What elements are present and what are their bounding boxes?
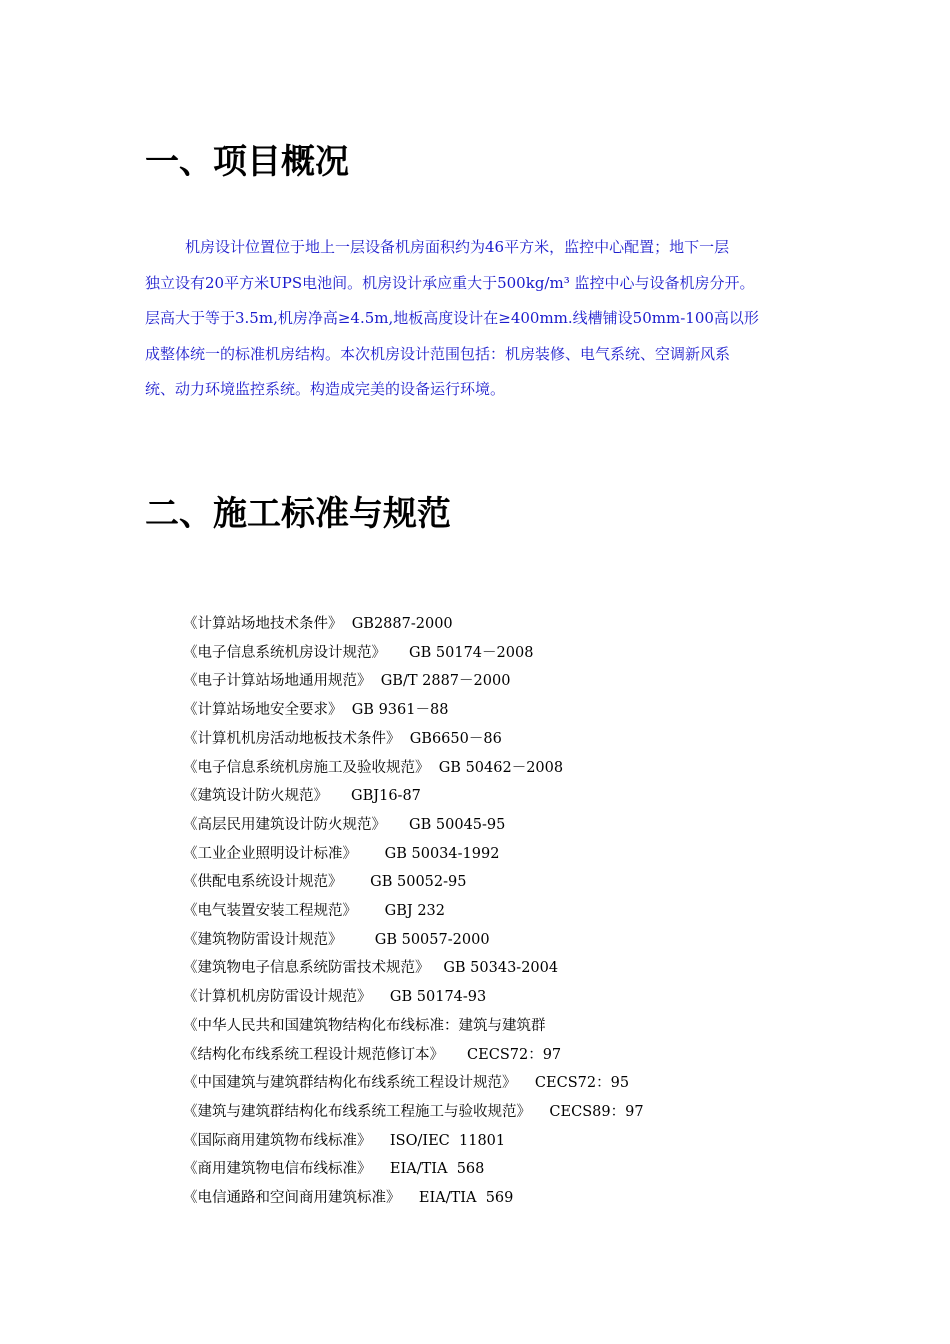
standard-item: 《工业企业照明设计标准》 GB 50034-1992 — [183, 845, 500, 862]
paragraph-line: 机房设计位置位于地上一层设备机房面积约为46平方米，监控中心配置；地下一层 — [185, 238, 730, 256]
standard-item: 《中国建筑与建筑群结构化布线系统工程设计规范》 CECS72：95 — [183, 1075, 630, 1092]
standard-item: 《电子信息系统机房设计规范》 GB 50174－2008 — [183, 644, 534, 661]
project-overview-paragraph — [145, 230, 810, 408]
standard-item: 《电信通路和空间商用建筑标准》 EIA/TIA 569 — [183, 1190, 514, 1207]
standard-item: 《建筑设计防火规范》 GBJ16-87 — [183, 788, 421, 805]
standard-item: 《结构化布线系统工程设计规范修订本》 CECS72：97 — [183, 1046, 562, 1063]
standard-item: 《电子计算站场地通用规范》 GB/T 2887－2000 — [183, 673, 511, 690]
standard-item: 《建筑物电子信息系统防雷技术规范》 GB 50343-2004 — [183, 960, 559, 977]
standard-item: 《供配电系统设计规范》 GB 50052-95 — [183, 874, 467, 891]
standard-item: 《高层民用建筑设计防火规范》 GB 50045-95 — [183, 816, 506, 833]
standard-item: 《建筑与建筑群结构化布线系统工程施工与验收规范》 CECS89：97 — [183, 1103, 644, 1120]
standard-item: 《建筑物防雷设计规范》 GB 50057-2000 — [183, 931, 490, 948]
standard-item: 《计算机机房防雷设计规范》 GB 50174-93 — [183, 989, 487, 1006]
standard-item: 《计算站场地安全要求》 GB 9361－88 — [183, 702, 449, 719]
standard-item: 《电气装置安装工程规范》 GBJ 232 — [183, 903, 445, 920]
standard-item: 《电子信息系统机房施工及验收规范》 GB 50462－2008 — [183, 759, 564, 776]
standard-item: 《计算站场地技术条件》 GB2887-2000 — [183, 616, 453, 632]
standard-item: 《国际商用建筑物布线标准》 ISO/IEC 11801 — [183, 1132, 506, 1149]
paragraph-line: 独立设有20平方米UPS电池间。机房设计承应重大于500kg/m³ 监控中心与设备机房分开。 — [145, 273, 755, 292]
standard-item: 《商用建筑物电信布线标准》 EIA/TIA 568 — [183, 1161, 485, 1178]
section-heading-standards: 二、施工标准与规范 — [145, 494, 451, 534]
paragraph-line: 层高大于等于3.5m,机房净高≥4.5m,地板高度设计在≥400mm.线槽铺设50mm-100高以形 — [145, 309, 759, 327]
standards-list — [183, 610, 644, 1213]
standard-item: 《中华人民共和国建筑物结构化布线标准：建筑与建筑群 — [183, 1017, 546, 1034]
paragraph-line: 统、动力环境监控系统。构造成完美的设备运行环境。 — [145, 380, 506, 398]
section-heading-project-overview: 一、项目概况 — [145, 142, 349, 182]
standard-item: 《计算机机房活动地板技术条件》 GB6650－86 — [183, 730, 502, 747]
paragraph-line: 成整体统一的标准机房结构。本次机房设计范围包括：机房装修、电气系统、空调新风系 — [145, 344, 731, 363]
